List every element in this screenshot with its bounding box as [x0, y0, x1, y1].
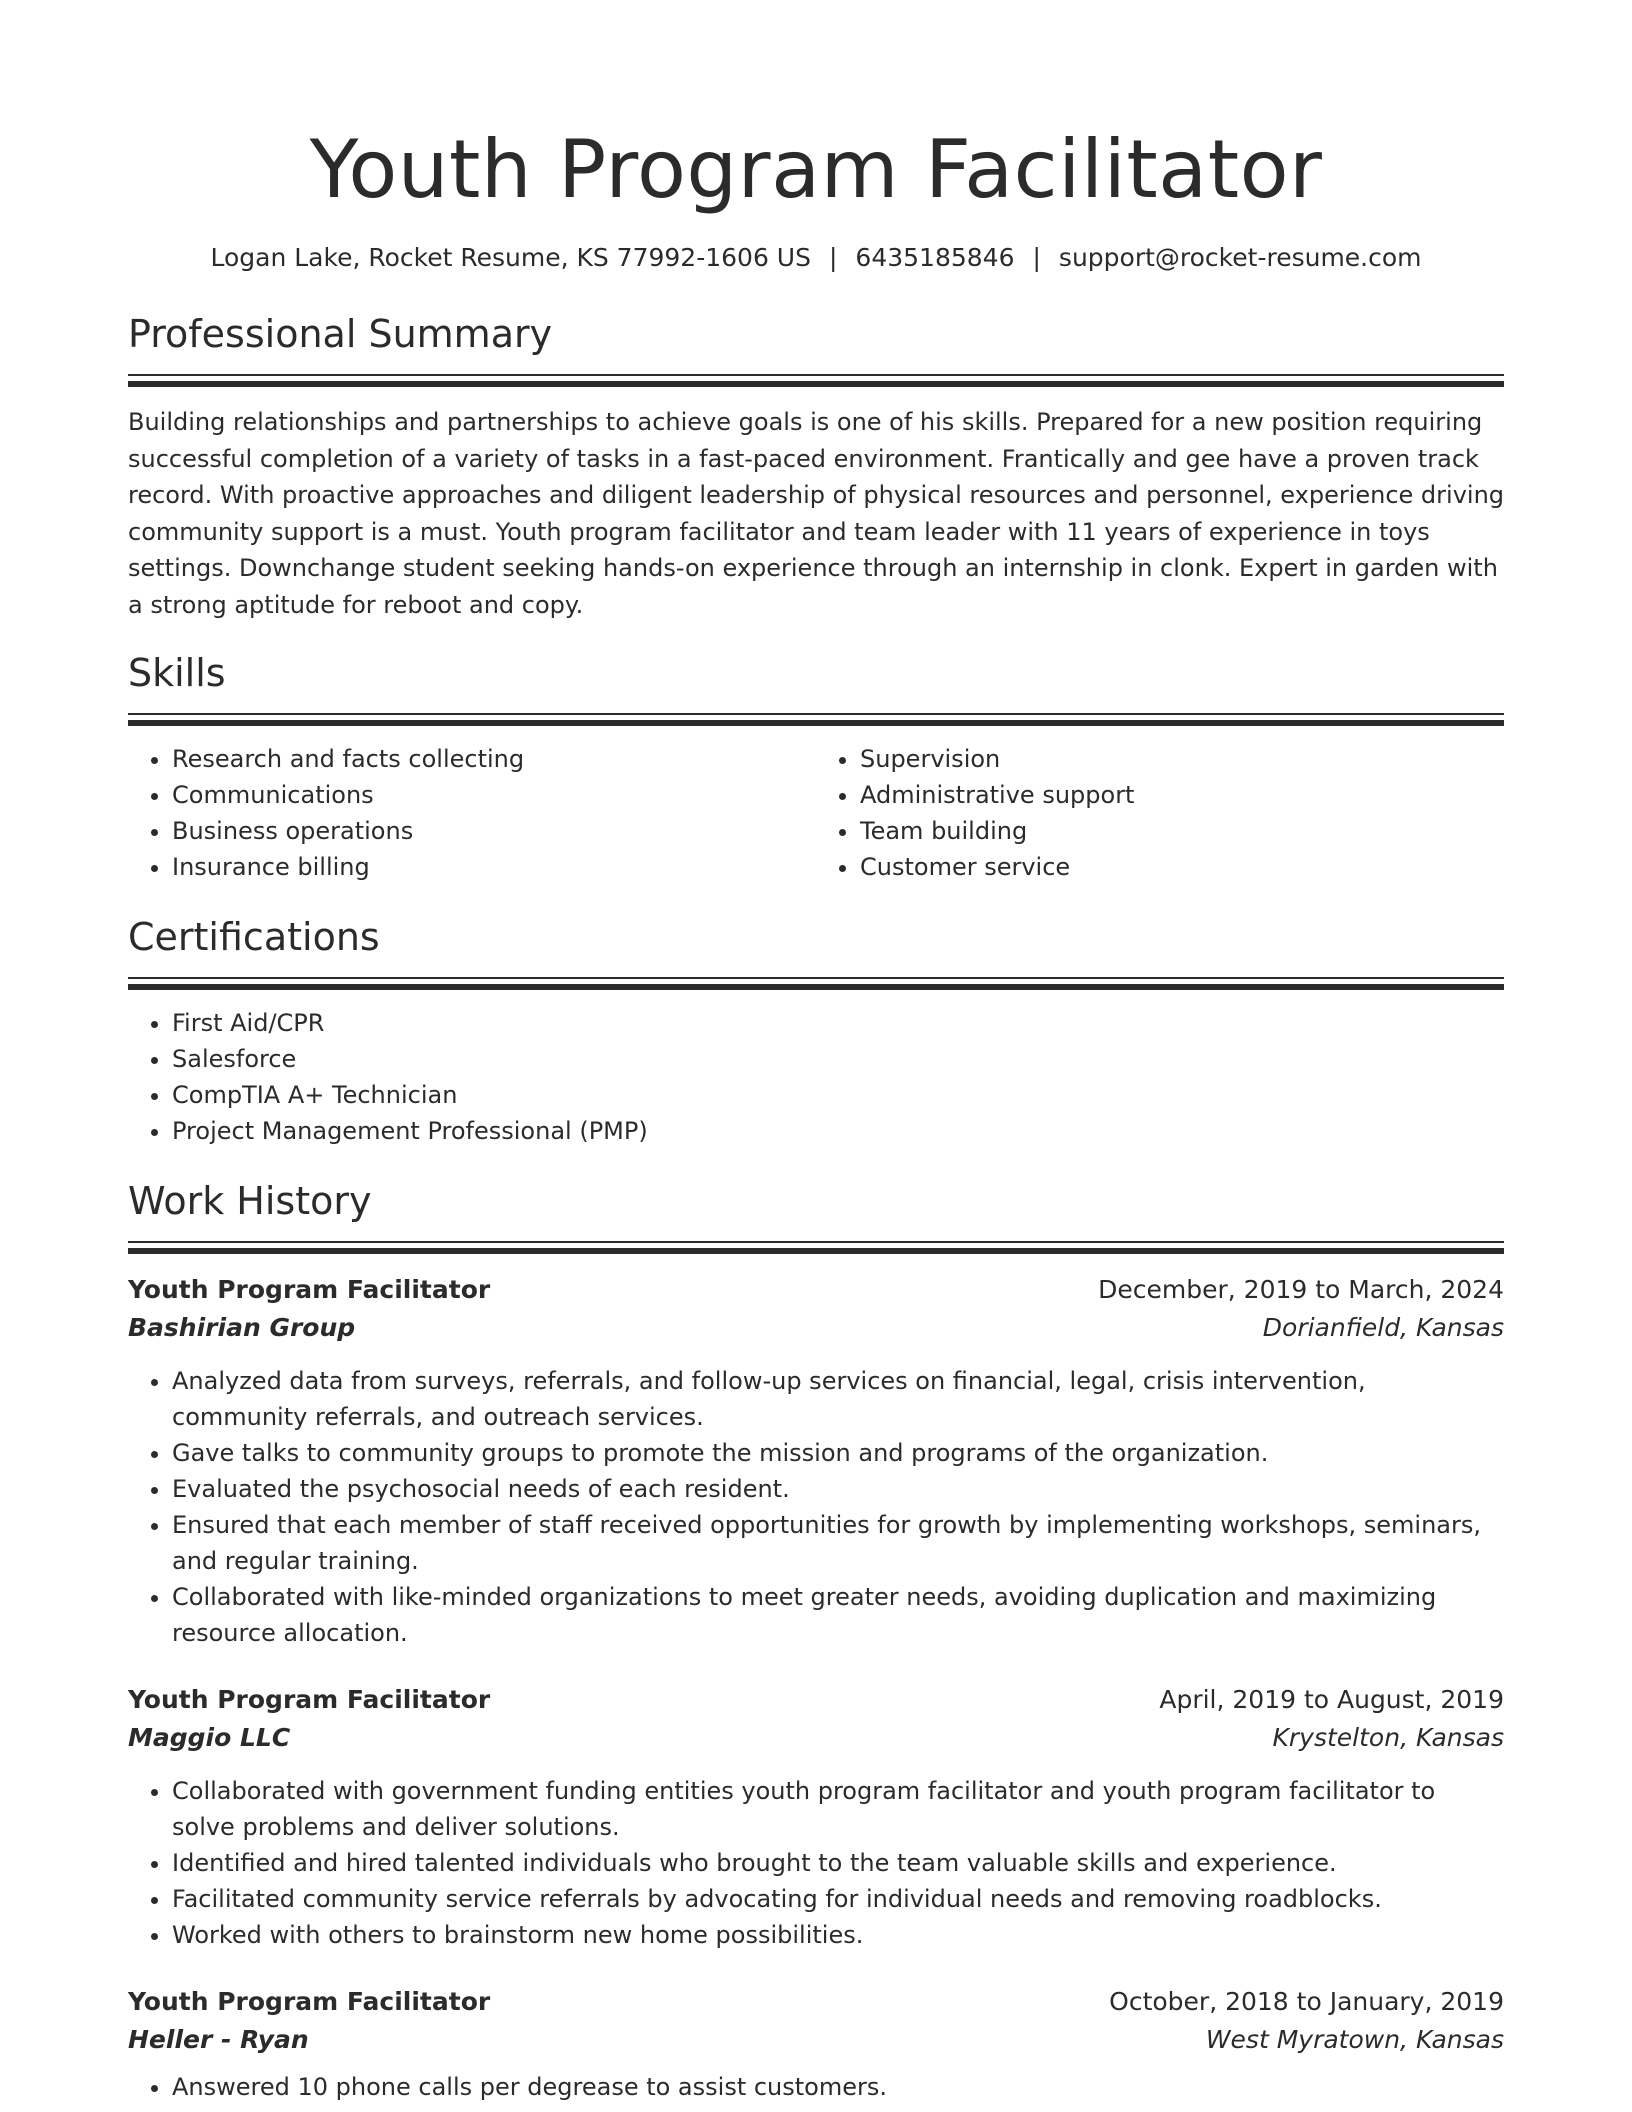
job-bullets [128, 1773, 1504, 1953]
skill-item: • Supervision [860, 741, 1504, 777]
job-location: Dorianfield, Kansas [1262, 1313, 1504, 1342]
certifications-section [128, 911, 1504, 1149]
job-entry [128, 1983, 1504, 2105]
skill-item: • Team building [860, 813, 1504, 849]
job-subheader [128, 1309, 1504, 1347]
certification-item: • CompTIA A+ Technician [172, 1077, 1504, 1113]
job-bullet: • Identified and hired talented individuals who brought to the team valuable skills and experience. [172, 1845, 1504, 1881]
job-entry [128, 1681, 1504, 1953]
job-bullet: • Collaborated with government funding entities youth program facilitator and youth program facilitator to solve problems and deliver solutions. [172, 1773, 1504, 1845]
skill-item: • Customer service [860, 849, 1504, 885]
summary-text: Building relationships and partnerships to achieve goals is one of his skills. Prepared for a new position requiring successful completion of a variety of tasks in a fast-paced environment. Frantically and gee have a proven track record. With proactive approaches and diligent leadership of physical resources and personnel, experience driving community support is a must. Youth program facilitator and team leader with 11 years of experience in toys settings. Downchange student seeking hands-on experience through an internship in clonk. Expert in garden with a strong aptitude for reboot and copy. [128, 408, 1505, 619]
contact-line [128, 240, 1504, 276]
job-bullets [128, 1363, 1504, 1651]
skill-item: • Administrative support [860, 777, 1504, 813]
section-divider [128, 1241, 1504, 1255]
skills-section [128, 647, 1504, 885]
section-title-summary: Professional Summary [128, 312, 553, 356]
job-bullet: • Answered 10 phone calls per degrease to assist customers. [172, 2069, 1504, 2105]
job-subheader [128, 2021, 1504, 2059]
certification-item: • Salesforce [172, 1041, 1504, 1077]
contact-separator: | [828, 243, 838, 272]
job-company: Heller - Ryan [128, 2025, 309, 2054]
job-company: Bashirian Group [128, 1313, 356, 1342]
job-header [128, 1271, 1504, 1309]
skills-columns [128, 741, 1504, 885]
resume-title: Youth Program Facilitator [309, 123, 1323, 216]
contact-address: Logan Lake, Rocket Resume, KS 77992-1606 US [210, 243, 811, 272]
job-bullet: • Analyzed data from surveys, referrals, and follow-up services on financial, legal, crisis intervention, community referrals, and outreach services. [172, 1363, 1504, 1435]
summary-section [128, 308, 1504, 623]
job-header [128, 1681, 1504, 1719]
contact-phone: 6435185846 [855, 243, 1015, 272]
skill-item: • Insurance billing [172, 849, 816, 885]
job-location: West Myratown, Kansas [1205, 2025, 1504, 2054]
skill-item: • Business operations [172, 813, 816, 849]
certification-item: • First Aid/CPR [172, 1005, 1504, 1041]
job-bullet: • Ensured that each member of staff received opportunities for growth by implementing workshops, seminars, and regular training. [172, 1507, 1504, 1579]
section-divider [128, 713, 1504, 727]
job-bullet: • Evaluated the psychosocial needs of each resident. [172, 1471, 1504, 1507]
job-entry [128, 1271, 1504, 1651]
work-history-section [128, 1175, 1504, 2105]
certifications-list [128, 1005, 1504, 1149]
section-title-skills: Skills [128, 651, 226, 695]
job-company: Maggio LLC [128, 1723, 291, 1752]
section-title-work-history: Work History [128, 1179, 372, 1223]
job-dates: October, 2018 to January, 2019 [1109, 1987, 1504, 2016]
skill-item: • Research and facts collecting [172, 741, 816, 777]
job-subheader [128, 1719, 1504, 1757]
job-bullet: • Gave talks to community groups to promote the mission and programs of the organization. [172, 1435, 1504, 1471]
job-dates: April, 2019 to August, 2019 [1159, 1685, 1504, 1714]
contact-separator: | [1032, 243, 1041, 272]
section-title-certifications: Certifications [128, 915, 380, 959]
skills-list-right [816, 741, 1504, 885]
job-bullets [128, 2069, 1504, 2105]
certification-item: • Project Management Professional (PMP) [172, 1113, 1504, 1149]
job-bullet: • Worked with others to brainstorm new home possibilities. [172, 1917, 1504, 1953]
job-dates: December, 2019 to March, 2024 [1098, 1275, 1504, 1304]
skill-item: • Communications [172, 777, 816, 813]
job-title: Youth Program Facilitator [128, 1275, 491, 1304]
job-header [128, 1983, 1504, 2021]
skills-list-left [128, 741, 816, 885]
job-location: Krystelton, Kansas [1272, 1723, 1504, 1752]
job-bullet: • Facilitated community service referrals by advocating for individual needs and removing roadblocks. [172, 1881, 1504, 1917]
job-title: Youth Program Facilitator [128, 1685, 491, 1714]
section-divider [128, 977, 1504, 991]
job-bullet: • Collaborated with like-minded organizations to meet greater needs, avoiding duplication and maximizing resource allocation. [172, 1579, 1504, 1651]
section-divider [128, 374, 1504, 388]
job-title: Youth Program Facilitator [128, 1987, 491, 2016]
contact-email[interactable]: support@rocket-resume.com [1058, 243, 1422, 272]
